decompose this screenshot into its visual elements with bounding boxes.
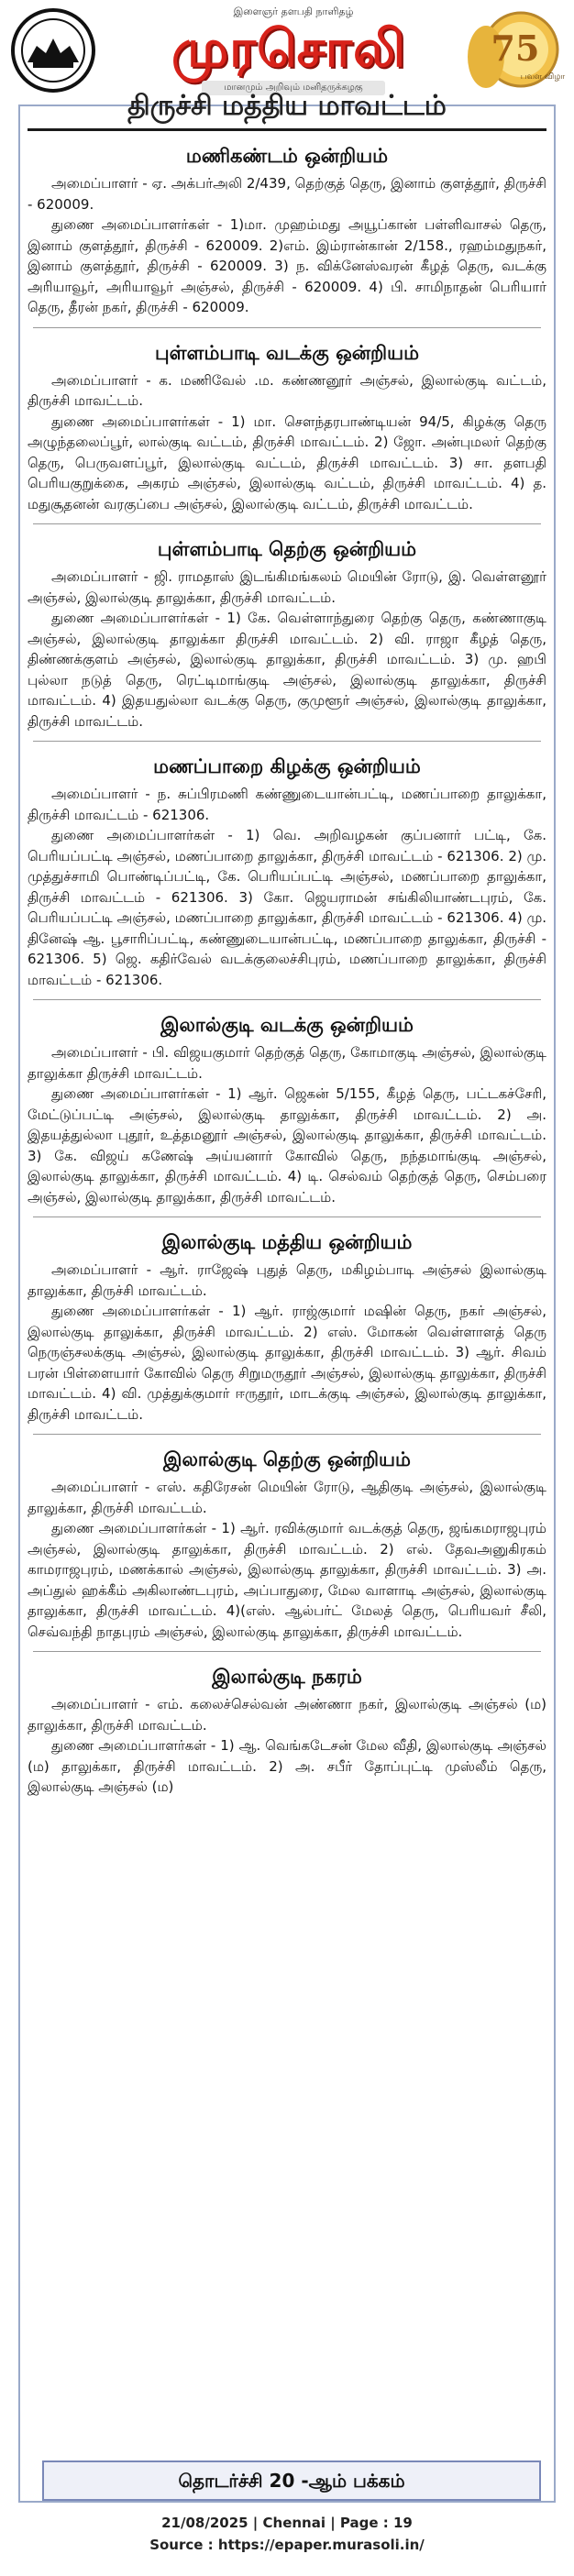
- deputy-organisers-paragraph: துணை அமைப்பாளர்கள் - 1) ஆர். ரவிக்குமார் வடக்குத் தெரு, ஜங்கமராஜபுரம் அஞ்சல், இலால்குடி தாலுக்கா, திருச்சி மாவட்டம். 2) எல். தேவஅனுகிரகம் காமராஜபுரம், மணக்கால் அஞ்சல், இலால்குடி தாலுக்கா, திருச்சி மாவட்டம். 3) அ. அப்துல் ஹக்கீம் அகிலாண்டபுரம், அப்பாதுரை, மேல வாளாடி அஞ்சல், இலால்குடி தாலுக்கா, திருச்சி மாவட்டம். 4)(எஸ். ஆல்பர்ட் மேலத் தெரு, பெரியவர் சீலி, செவ்வந்தி நாதபுரம் அஞ்சல், இலால்குடி தாலுக்கா, திருச்சி மாவட்டம்.: [28, 1520, 546, 1640]
- union-title: இலால்குடி தெற்கு ஒன்றியம்: [163, 1448, 411, 1470]
- organiser-paragraph: அமைப்பாளர் - ந. சுப்பிரமணி கண்ணுடையான்பட்டி, மணப்பாறை தாலுக்கா, திருச்சி மாவட்டம் - 621306.: [28, 786, 546, 823]
- union-title: மணப்பாறை கிழக்கு ஒன்றியம்: [153, 755, 421, 777]
- section-divider: [33, 327, 541, 328]
- union-title: புள்ளம்பாடி தெற்கு ஒன்றியம்: [157, 538, 417, 560]
- district-heading-text: திருச்சி மத்திய மாவட்டம்: [127, 90, 447, 122]
- footer-date-line: 21/08/2025 | Chennai | Page : 19: [161, 2515, 413, 2531]
- section-divider: [33, 999, 541, 1000]
- section-divider: [33, 741, 541, 742]
- deputy-organisers-paragraph: துணை அமைப்பாளர்கள் - 1) கே. வெள்ளாந்துரை தெற்கு தெரு, கண்ணாகுடி அஞ்சல், இலால்குடி தாலுக்கா திருச்சி மாவட்டம். 2) வி. ராஜா கீழத் தெரு, திண்ணக்குளம் அஞ்சல், இலால்குடி தாலுக்கா, திருச்சி மாவட்டம். 3) மு. ஹபி புல்லா நடுத் தெரு, ரெட்டிமாங்குடி அஞ்சல், இலால்குடி தாலுக்கா, திருச்சி மாவட்டம். 4) இதயதுல்லா வடக்கு தெரு, குமுளூர் அஞ்சல், இலால்குடி தாலுக்கா, திருச்சி மாவட்டம்.: [28, 610, 546, 730]
- organiser-paragraph: அமைப்பாளர் - எஸ். கதிரேசன் மெயின் ரோடு, ஆதிகுடி அஞ்சல், இலால்குடி தாலுக்கா, திருச்சி மாவட்டம்.: [28, 1479, 546, 1516]
- union-section: [28, 753, 546, 1000]
- union-section: [28, 142, 546, 328]
- organiser-paragraph: அமைப்பாளர் - பி. விஜயகுமார் தெற்குத் தெரு, கோமாகுடி அஞ்சல், இலால்குடி தாலுக்கா திருச்சி மாவட்டம்.: [28, 1044, 546, 1082]
- organiser-paragraph: அமைப்பாளர் - ஜி. ராமதாஸ் இடங்கிமங்கலம் மெயின் ரோடு, இ. வெள்ளனூர் அஞ்சல், இலால்குடி தாலுக்கா, திருச்சி மாவட்டம்.: [28, 568, 546, 606]
- deputy-organisers-paragraph: துணை அமைப்பாளர்கள் - 1) ஆர். ஜெகன் 5/155, கீழத் தெரு, பட்டகச்சேரி, மேட்டுப்பட்டி அஞ்சல், இலால்குடி தாலுக்கா, திருச்சி மாவட்டம். 2) அ. இதயத்துல்லா புதூர், உத்தமனூர் அஞ்சல், இலால்குடி தாலுக்கா, திருச்சி மாவட்டம். 3) கே. விஜய் கணேஷ் அய்யனார் கோவில் தெரு, நந்தமாங்குடி அஞ்சல், இலால்குடி தாலுக்கா, திருச்சி மாவட்டம். 4) டி. செல்வம் தெற்குத் தெரு, செம்பரை அஞ்சல், இலால்குடி தாலுக்கா, திருச்சி மாவட்டம்.: [28, 1085, 546, 1205]
- anniversary-number: 75: [491, 28, 540, 69]
- district-heading: [28, 90, 546, 127]
- union-section: [28, 535, 546, 742]
- masthead-title: முரசொலி: [171, 18, 406, 79]
- deputy-organisers-paragraph: துணை அமைப்பாளர்கள் - 1) வெ. அறிவழகன் குப்பனார் பட்டி, கே. பெரியப்பட்டி அஞ்சல், மணப்பாறை தாலுக்கா, திருச்சி மாவட்டம் - 621306. 2) மு. முத்துச்சாமி பொண்டிப்பட்டி, கே. பெரியப்பட்டி அஞ்சல், மணப்பாறை தாலுக்கா, திருச்சி மாவட்டம் - 621306. 3) கோ. ஜெயராமன் சங்கிலியாண்டபுரம், கே. பெரியப்பட்டி அஞ்சல், மணப்பாறை தாலுக்கா, திருச்சி மாவட்டம் - 621306. 4) மு. தினேஷ் ஆ. பூசாரிப்பட்டி, கண்ணுடையான்பட்டி, மணப்பாறை தாலுக்கா, திருச்சி - 621306. 5) ஜெ. கதிர்வேல் வடக்குலைச்சிபுரம், மணப்பாறை தாலுக்கா, திருச்சி மாவட்டம் - 621306.: [28, 827, 546, 988]
- union-title: இலால்குடி மத்திய ஒன்றியம்: [161, 1231, 413, 1253]
- article-body: [28, 90, 546, 1798]
- masthead: [0, 0, 574, 99]
- union-section: [28, 1228, 546, 1435]
- continued-box: தொடர்ச்சி 20 -ஆம் பக்கம்: [42, 2460, 541, 2501]
- deputy-organisers-paragraph: துணை அமைப்பாளர்கள் - 1) ஆர். ராஜ்குமார் மஷின் தெரு, நகர் அஞ்சல், இலால்குடி தாலுக்கா, திருச்சி மாவட்டம். 2) எஸ். மோகன் வெள்ளாளத் தெரு நெருஞ்சலக்குடி அஞ்சல், இலால்குடி தாலுக்கா, திருச்சி மாவட்டம். 3) ஆர். சிவம் பரன் பிள்ளையார் கோவில் தெரு சிறுமருதூர் அஞ்சல், இலால்குடி தாலுக்கா, திருச்சி மாவட்டம். 4) வி. முத்துக்குமார் ஈருதூர், மாடக்குடி அஞ்சல், இலால்குடி தாலுக்கா, திருச்சி மாவட்டம்.: [28, 1303, 546, 1423]
- masthead-tagline: இளைஞர் தளபதி நாளிதழ்: [233, 6, 354, 17]
- sections-list: [28, 142, 546, 1798]
- deputy-organisers-paragraph: துணை அமைப்பாளர்கள் - 1) மா. சௌந்தரபாண்டியன் 94/5, கிழக்கு தெரு அழுந்தலைப்பூர், லால்குடி வட்டம், திருச்சி மாவட்டம். 2) ஜோ. அன்புமலர் தெற்கு தெரு, பெருவளப்பூர், இலால்குடி வட்டம், திருச்சி மாவட்டம். 3) சா. தளபதி பெரியகுறுக்கை, அகரம் அஞ்சல், இலால்குடி வட்டம், திருச்சி மாவட்டம். 4) த. மதுசூதனன் வரகுப்பை அஞ்சல், இலால்குடி வட்டம், திருச்சி மாவட்டம்.: [28, 413, 546, 512]
- party-emblem-icon: [6, 6, 101, 95]
- union-title: இலால்குடி நகரம்: [212, 1666, 362, 1688]
- anniversary-badge-icon: [458, 4, 570, 95]
- union-title: மணிகண்டம் ஒன்றியம்: [185, 145, 389, 167]
- union-section: [28, 1446, 546, 1652]
- heading-divider: [28, 128, 546, 131]
- section-divider: [33, 1216, 541, 1217]
- section-divider: [33, 523, 541, 524]
- organiser-paragraph: அமைப்பாளர் - ஆர். ராஜேஷ் புதுத் தெரு, மகிழம்பாடி அஞ்சல் இலால்குடி தாலுக்கா, திருச்சி மாவட்டம்.: [28, 1261, 546, 1299]
- deputy-organisers-paragraph: துணை அமைப்பாளர்கள் - 1) ஆ. வெங்கடேசன் மேல வீதி, இலால்குடி அஞ்சல் (ம) தாலுக்கா, திருச்சி மாவட்டம். 2) அ. சபீர் தோப்புட்டி முஸ்லீம் தெரு, இலால்குடி அஞ்சல் (ம): [28, 1737, 546, 1795]
- section-divider: [33, 1651, 541, 1652]
- masthead-subtitle: மானமும் அறிவும் மனிதருக்கழகு: [202, 81, 385, 95]
- section-divider: [33, 1434, 541, 1435]
- union-title: புள்ளம்பாடி வடக்கு ஒன்றியம்: [154, 341, 420, 364]
- page-footer: [0, 2512, 574, 2556]
- deputy-organisers-paragraph: துணை அமைப்பாளர்கள் - 1)மா. முஹம்மது அயூப்கான் பள்ளிவாசல் தெரு, இனாம் குளத்தூர், திருச்சி - 620009. 2)எம். இம்ரான்கான் 2/158., ரஹம்மதுநகர், இனாம் குளத்தூர், திருச்சி - 620009. 3) ந. விக்னேஸ்வரன் கீழத் தெரு, வடக்கு அரியாவூர், அரியாவூர் அஞ்சல், திருச்சி - 620009. 4) பி. சாமிநாதன் பெரியார் தெரு, தீரன் நகர், திருச்சி - 620009.: [28, 216, 546, 315]
- union-section: [28, 339, 546, 525]
- organiser-paragraph: அமைப்பாளர் - க. மணிவேல் .ம. கண்ணனூர் அஞ்சல், இலால்குடி வட்டம், திருச்சி மாவட்டம்.: [28, 371, 546, 409]
- union-section: [28, 1011, 546, 1217]
- footer-source-line: Source : https://epaper.murasoli.in/: [149, 2537, 425, 2553]
- organiser-paragraph: அமைப்பாளர் - எம். கலைச்செல்வன் அண்ணா நகர், இலால்குடி அஞ்சல் (ம) தாலுக்கா, திருச்சி மாவட்டம்.: [28, 1696, 546, 1734]
- union-section: [28, 1663, 546, 1798]
- article-frame: [18, 90, 556, 2503]
- organiser-paragraph: அமைப்பாளர் - ஏ. அக்பர்அலி 2/439, தெற்குத் தெரு, இனாம் குளத்தூர், திருச்சி - 620009.: [28, 175, 546, 213]
- anniversary-text: பவள விழா: [520, 72, 566, 82]
- union-title: இலால்குடி வடக்கு ஒன்றியம்: [160, 1014, 414, 1036]
